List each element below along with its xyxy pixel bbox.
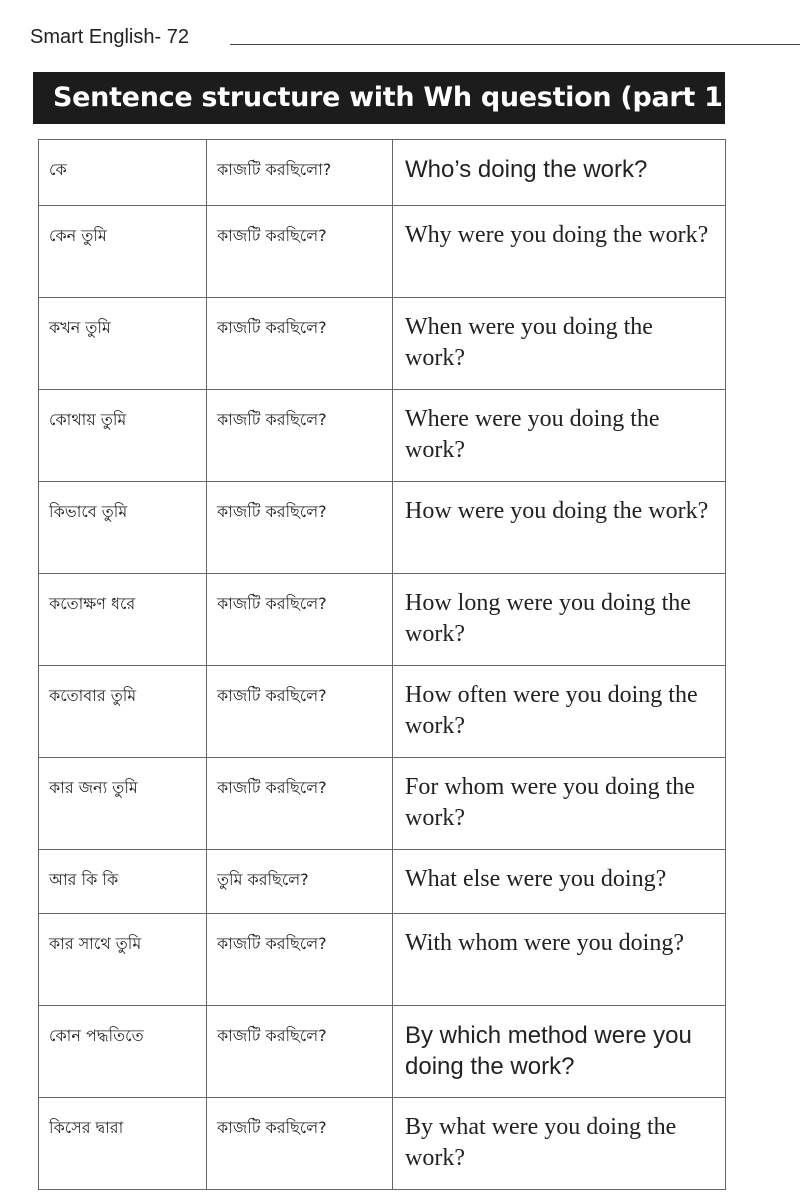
english-cell <box>393 390 726 482</box>
table-row <box>39 206 726 298</box>
title-bar <box>33 72 735 124</box>
bangla-verb-cell <box>207 298 393 390</box>
table-row <box>39 298 726 390</box>
table-row <box>39 482 726 574</box>
english-text: By what were you doing the work? <box>405 1114 677 1171</box>
bangla-wh-cell <box>39 1006 207 1098</box>
bangla-verb-text: কাজটি করছিলে? <box>217 318 327 337</box>
table-row <box>39 140 726 206</box>
wh-question-table <box>38 139 726 1190</box>
bangla-wh-text: কে <box>49 160 67 179</box>
bangla-verb-cell <box>207 914 393 1006</box>
header-rule <box>230 44 800 45</box>
english-text: Who’s doing the work? <box>405 156 648 183</box>
bangla-wh-text: কোন পদ্ধতিতে <box>49 1026 144 1045</box>
bangla-wh-text: কোথায় তুমি <box>49 410 127 429</box>
page-title: Sentence structure with Wh question (part 1) <box>53 82 735 113</box>
bangla-verb-cell <box>207 390 393 482</box>
table-row <box>39 1098 726 1190</box>
english-cell <box>393 574 726 666</box>
english-text: Why were you doing the work? <box>405 222 709 248</box>
page-header-text: Smart English- 72 <box>30 26 189 48</box>
bangla-wh-cell <box>39 206 207 298</box>
page-header <box>30 24 800 54</box>
table-row <box>39 1006 726 1098</box>
table-row <box>39 758 726 850</box>
english-cell <box>393 1098 726 1190</box>
table-row <box>39 914 726 1006</box>
english-cell <box>393 1006 726 1098</box>
bangla-verb-cell <box>207 850 393 914</box>
bangla-verb-text: কাজটি করছিলে? <box>217 1026 327 1045</box>
english-text: With whom were you doing? <box>405 930 684 956</box>
bangla-verb-text: কাজটি করছিলে? <box>217 778 327 797</box>
bangla-verb-text: কাজটি করছিলে? <box>217 410 327 429</box>
bangla-wh-cell <box>39 482 207 574</box>
bangla-verb-text: কাজটি করছিলে? <box>217 686 327 705</box>
bangla-wh-text: আর কি কি <box>49 870 119 889</box>
table-row <box>39 574 726 666</box>
english-cell <box>393 140 726 206</box>
bangla-verb-text: তুমি করছিলে? <box>217 870 309 889</box>
bangla-wh-cell <box>39 574 207 666</box>
english-cell <box>393 482 726 574</box>
bangla-verb-text: কাজটি করছিলে? <box>217 934 327 953</box>
bangla-wh-cell <box>39 1098 207 1190</box>
bangla-wh-cell <box>39 850 207 914</box>
english-cell <box>393 298 726 390</box>
bangla-wh-text: কার সাথে তুমি <box>49 934 142 953</box>
english-text: What else were you doing? <box>405 866 667 892</box>
bangla-verb-text: কাজটি করছিলে? <box>217 1118 327 1137</box>
bangla-verb-text: কাজটি করছিলো? <box>217 160 332 179</box>
bangla-wh-cell <box>39 140 207 206</box>
bangla-wh-text: কখন তুমি <box>49 318 111 337</box>
bangla-wh-cell <box>39 298 207 390</box>
bangla-verb-cell <box>207 1098 393 1190</box>
english-cell <box>393 206 726 298</box>
bangla-wh-text: কিসের দ্বারা <box>49 1118 124 1137</box>
bangla-verb-cell <box>207 482 393 574</box>
bangla-verb-text: কাজটি করছিলে? <box>217 502 327 521</box>
english-text: By which method were you doing the work? <box>405 1022 692 1080</box>
bangla-verb-text: কাজটি করছিলে? <box>217 226 327 245</box>
bangla-verb-cell <box>207 206 393 298</box>
english-text: How were you doing the work? <box>405 498 709 524</box>
bangla-wh-cell <box>39 390 207 482</box>
bangla-wh-cell <box>39 758 207 850</box>
bangla-verb-cell <box>207 758 393 850</box>
bangla-wh-cell <box>39 666 207 758</box>
bangla-verb-cell <box>207 1006 393 1098</box>
bangla-wh-text: কেন তুমি <box>49 226 107 245</box>
table-row <box>39 666 726 758</box>
table-row <box>39 850 726 914</box>
english-cell <box>393 666 726 758</box>
bangla-wh-text: কার জন্য তুমি <box>49 778 138 797</box>
bangla-verb-cell <box>207 140 393 206</box>
english-cell <box>393 850 726 914</box>
bangla-verb-text: কাজটি করছিলে? <box>217 594 327 613</box>
table-row <box>39 390 726 482</box>
english-cell <box>393 758 726 850</box>
english-cell <box>393 914 726 1006</box>
bangla-wh-text: কিভাবে তুমি <box>49 502 128 521</box>
bangla-wh-text: কতোক্ষণ ধরে <box>49 594 136 613</box>
english-text: How often were you doing the work? <box>405 682 698 739</box>
english-text: For whom were you doing the work? <box>405 774 695 831</box>
bangla-verb-cell <box>207 666 393 758</box>
bangla-wh-text: কতোবার তুমি <box>49 686 137 705</box>
bangla-wh-cell <box>39 914 207 1006</box>
english-text: How long were you doing the work? <box>405 590 691 647</box>
english-text: Where were you doing the work? <box>405 406 660 463</box>
bangla-verb-cell <box>207 574 393 666</box>
english-text: When were you doing the work? <box>405 314 653 371</box>
